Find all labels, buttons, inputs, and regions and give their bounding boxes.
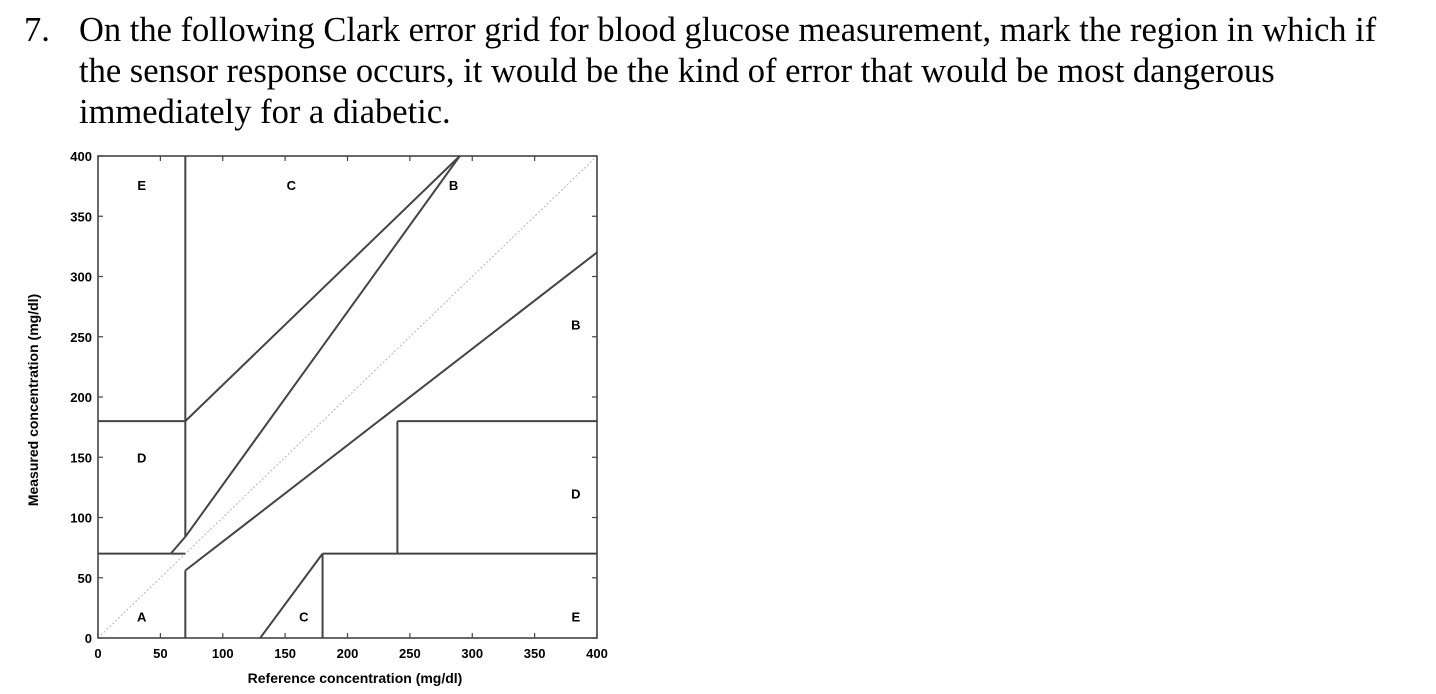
y-tick-label: 150: [70, 450, 92, 466]
region-label-d: D: [571, 486, 581, 502]
x-tick-label: 100: [211, 646, 234, 661]
x-tick-label: 250: [399, 646, 421, 661]
y-tick-label: 200: [70, 390, 92, 405]
y-tick-label: 300: [70, 269, 92, 285]
zone-a-lower-boundary: [185, 252, 597, 570]
y-tick-label: 0: [84, 631, 92, 646]
x-tick-label: 400: [586, 646, 608, 661]
identity-line: [98, 156, 597, 638]
x-tick-label: 0: [94, 646, 102, 661]
region-label-c: C: [299, 609, 309, 625]
y-axis-label: Measured concentration (mg/dl): [25, 293, 41, 507]
x-axis-label: Reference concentration (mg/dl): [247, 670, 463, 686]
question-text: On the following Clark error grid for blood glucose measurement, mark the region in which if the sensor response occurs, it would be the kind of error that would be most dangerous immediately for a diabetic.: [79, 11, 1377, 131]
y-tick-label: 400: [70, 149, 92, 164]
y-tick-label: 350: [70, 209, 92, 225]
region-label-e: E: [137, 177, 146, 193]
region-label-d: D: [136, 450, 147, 466]
zone-a-lower-left-diagonal: [171, 537, 186, 554]
zone-c-lower-diagonal: [260, 554, 322, 638]
zone-a-upper-boundary: [185, 156, 459, 537]
x-tick-label: 50: [153, 646, 168, 661]
y-tick-label: 250: [70, 329, 92, 345]
x-tick-label: 200: [336, 646, 359, 661]
region-label-b: B: [448, 177, 459, 193]
x-tick-label: 350: [523, 646, 546, 661]
region-label-b: B: [571, 317, 581, 333]
y-tick-label: 50: [77, 570, 92, 586]
zone-c-upper-boundary: [185, 156, 459, 421]
region-label-c: C: [286, 177, 297, 193]
x-tick-label: 300: [461, 646, 484, 661]
region-label-a: A: [136, 609, 147, 625]
question-number: 7.: [24, 11, 50, 49]
x-tick-label: 150: [274, 646, 296, 661]
region-label-e: E: [571, 609, 581, 625]
y-tick-label: 100: [70, 510, 92, 526]
